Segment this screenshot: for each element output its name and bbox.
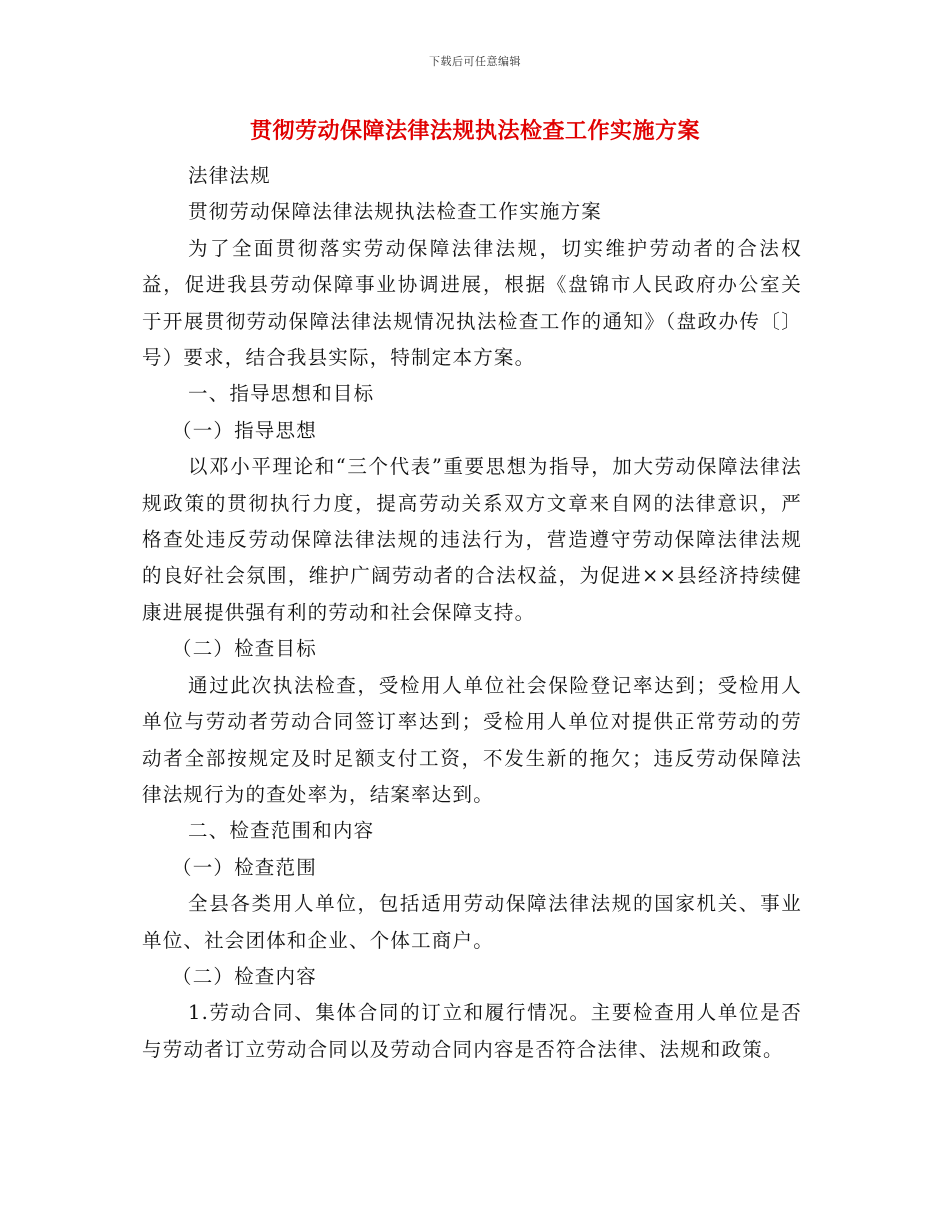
section-heading-1: 一、指导思想和目标 [188,382,375,406]
paragraph-intro: 为了全面贯彻落实劳动保障法律法规，切实维护劳动者的合法权益，促进我县劳动保障事业协调进展，根据《盘锦市人民政府办公室关于开展贯彻劳动保障法律法规情况执法检查工作的通知》（盘政办传〔〕号）要求，结合我县实际，特制定本方案。 [142,236,802,370]
document-body [142,158,802,1068]
subsection-heading-inspection-content: （二）检查内容 [172,964,317,988]
paragraph-inspection-goals: 通过此次执法检查，受检用人单位社会保险登记率达到；受检用人单位与劳动者劳动合同签订率达到；受检用人单位对提供正常劳动的劳动者全部按规定及时足额支付工资，不发生新的拖欠；违反劳动保障法律法规行为的查处率为，结案率达到。 [142,673,802,806]
document-title: 贯彻劳动保障法律法规执法检查工作实施方案 [249,119,700,144]
subsection-heading-inspection-scope: （一）检查范围 [172,855,317,879]
section-heading-2: 二、检查范围和内容 [188,819,375,843]
paragraph-category: 法律法规 [188,164,271,187]
paragraph-content-item-1: 1.劳动合同、集体合同的订立和履行情况。主要检查用人单位是否与劳动者订立劳动合同以及劳动合同内容是否符合法律、法规和政策。 [142,1001,802,1061]
header-note: 下载后可任意编辑 [429,55,521,68]
paragraph-guiding-thought: 以邓小平理论和“三个代表”重要思想为指导，加大劳动保障法律法规政策的贯彻执行力度，提高劳动关系双方文章来自网的法律意识，严格查处违反劳动保障法律法规的违法行为，营造遵守劳动保障法律法规的良好社会氛围，维护广阔劳动者的合法权益，为促进××县经济持续健康进展提供强有利的劳动和社会保障支持。 [142,455,802,624]
paragraph-subtitle: 贯彻劳动保障法律法规执法检查工作实施方案 [188,200,603,224]
paragraph-inspection-scope: 全县各类用人单位，包括适用劳动保障法律法规的国家机关、事业单位、社会团体和企业、个体工商户。 [142,892,802,952]
subsection-heading-inspection-goals: （二）检查目标 [172,637,317,661]
subsection-heading-guiding-thought: （一）指导思想 [172,418,317,442]
